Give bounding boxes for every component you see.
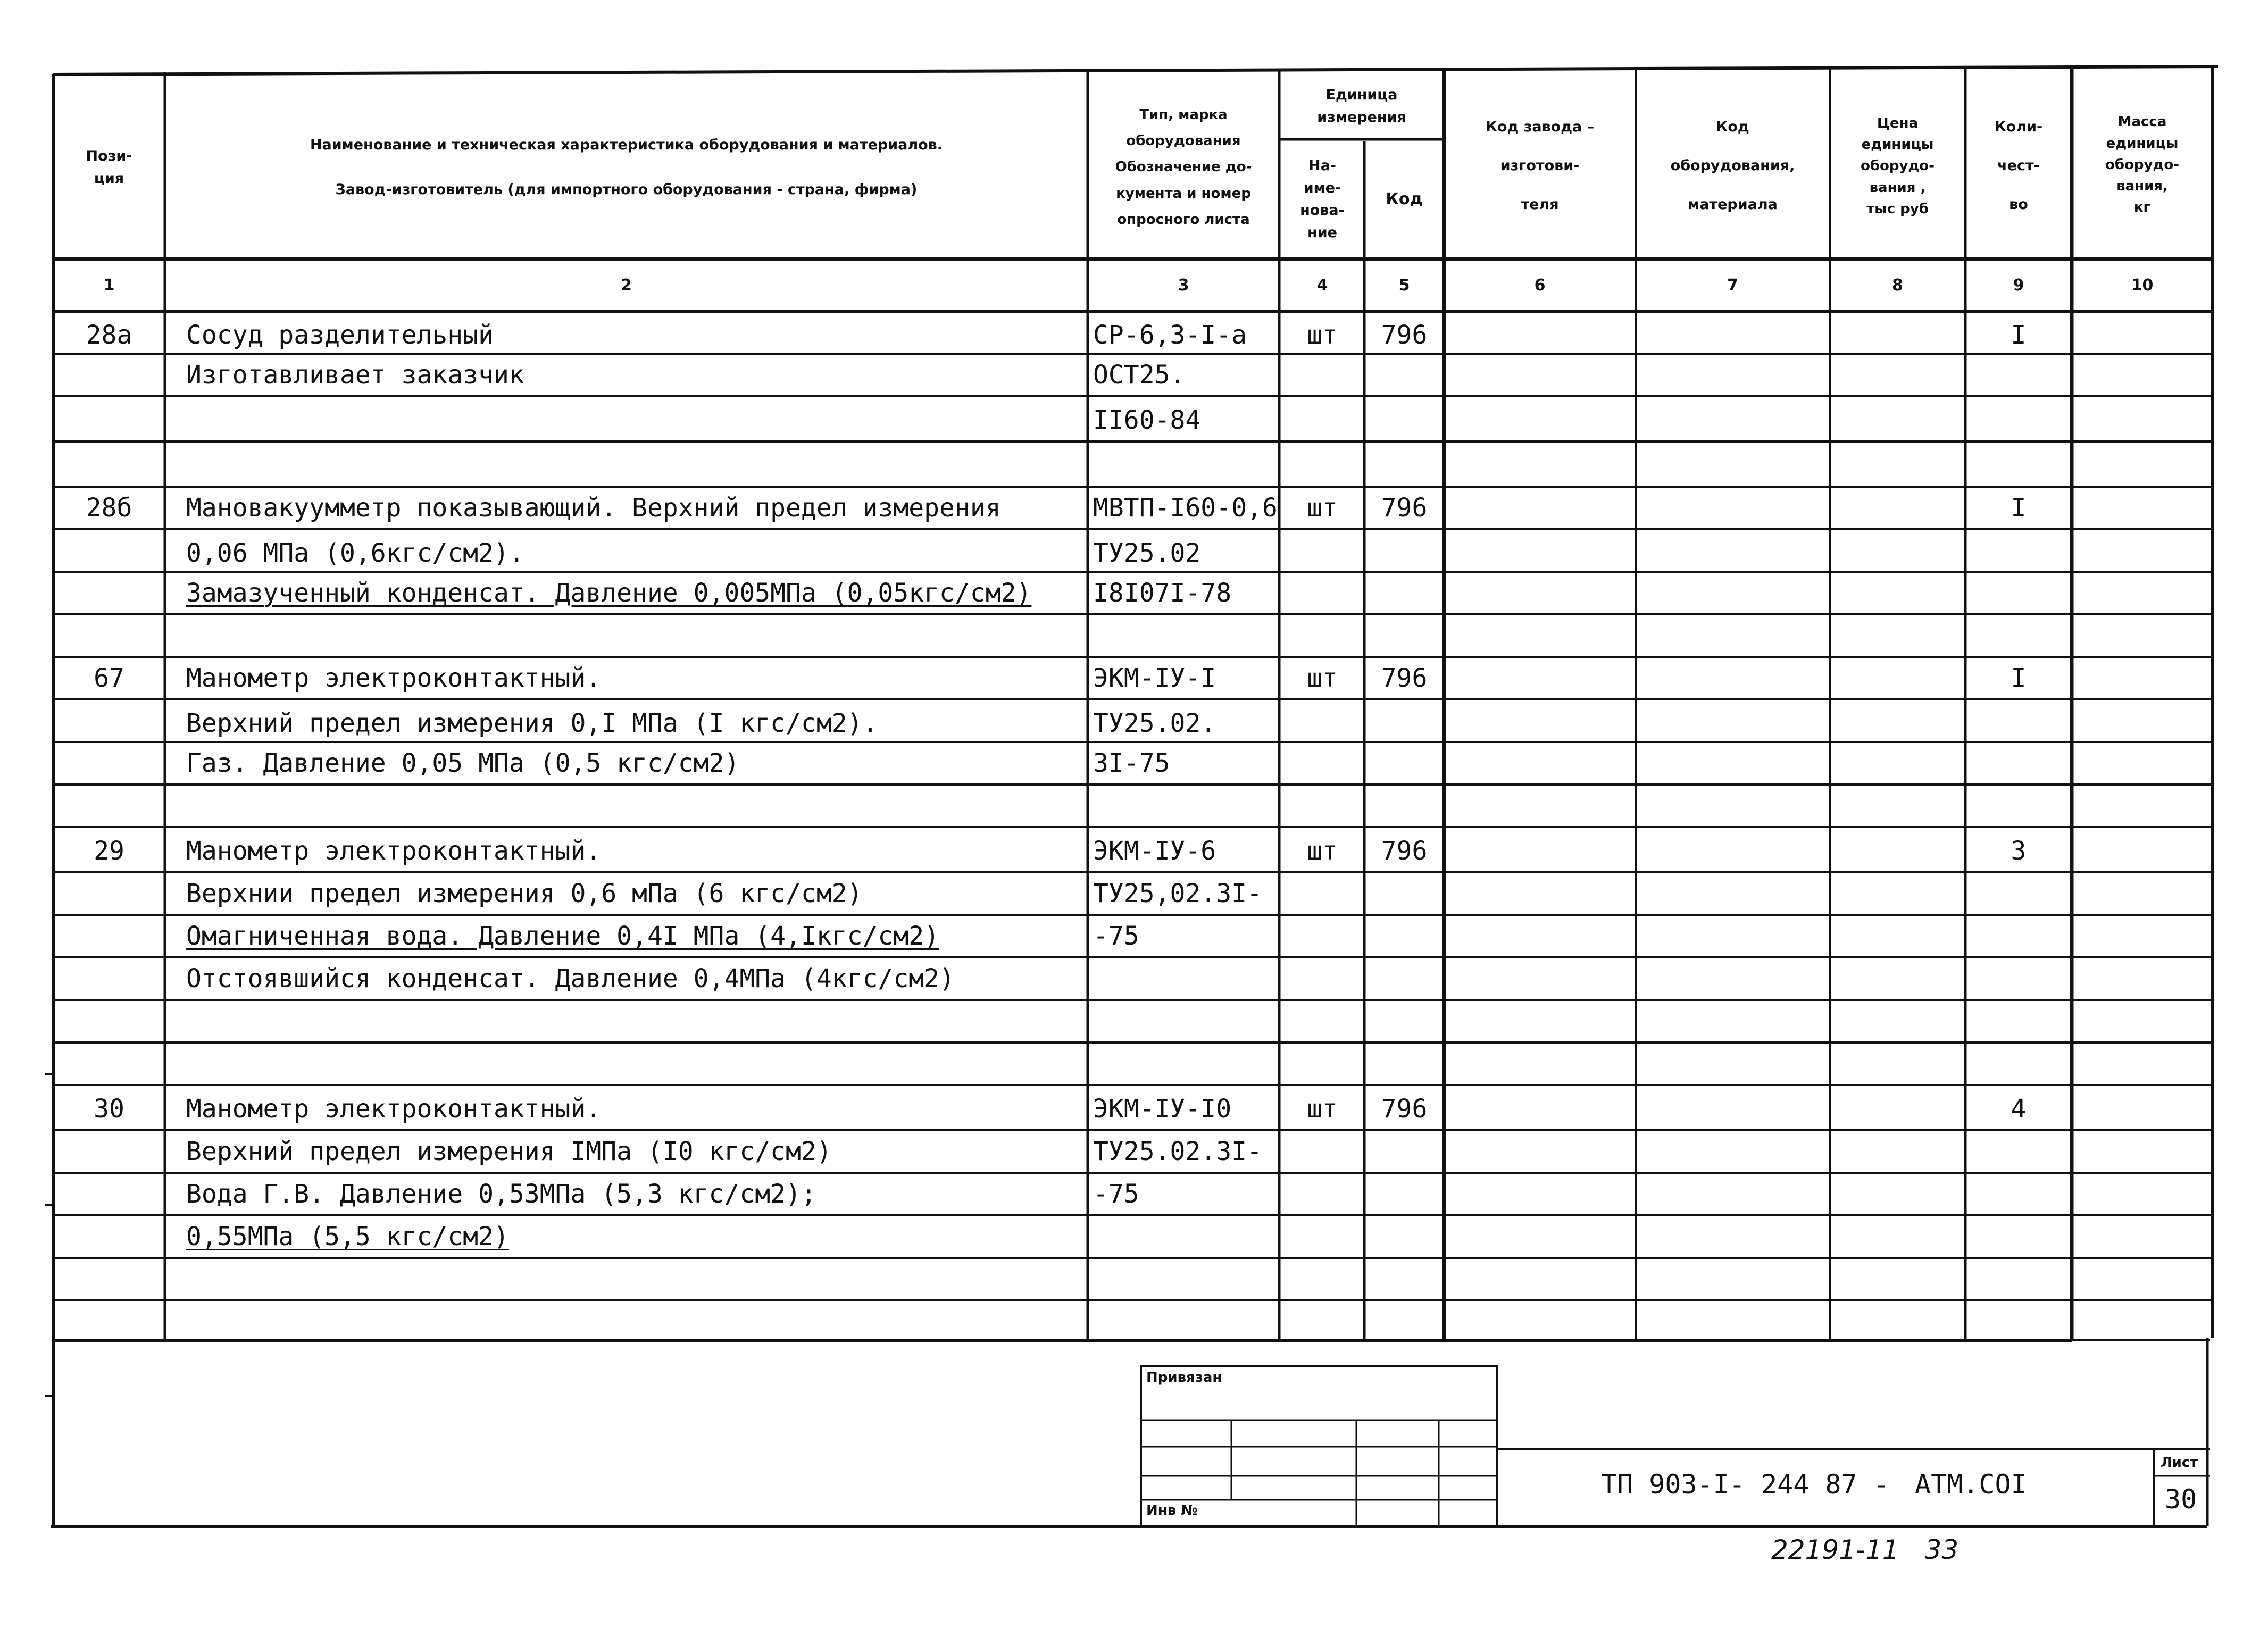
column-number: 3: [1178, 276, 1189, 295]
row-12-unit: [1282, 787, 1363, 824]
bound-label: Привязан: [1146, 1370, 1222, 1386]
row-4-type: [1093, 444, 1279, 481]
row-6-qty: [1968, 535, 2069, 572]
row-7-unit: [1282, 574, 1363, 612]
row-7-code: [1366, 574, 1442, 612]
row-12-qty: [1968, 787, 2069, 824]
row-14-qty: [1968, 875, 2069, 912]
row-14-type: ТУ25,02.3I-: [1093, 879, 1262, 908]
header-mass: Масса единицы оборудо- вания, кг: [2105, 114, 2180, 216]
row-11-type: 3I-75: [1093, 748, 1170, 778]
row-1-type: СР-6,3-I-а: [1093, 320, 1247, 350]
row-20-name: Верхний предел измерения IМПа (I0 кгс/см2): [186, 1137, 832, 1166]
row-9-qty: I: [2011, 663, 2027, 693]
row-2-pos: [56, 356, 162, 394]
row-10-unit: [1282, 705, 1363, 742]
row-10-qty: [1968, 705, 2069, 742]
row-8-name: [186, 617, 1085, 654]
row-21-name: Вода Г.В. Давление 0,53МПа (5,3 кгс/см2);: [186, 1179, 816, 1209]
row-1-name: Сосуд разделительный: [186, 320, 494, 350]
row-5-unit: шт: [1307, 493, 1338, 523]
archive-number: 22191-11 33: [1771, 1534, 1959, 1565]
document-number: ТП 903-I- 244 87 -: [1601, 1469, 1889, 1500]
row-10-code: [1366, 705, 1442, 742]
row-6-type: ТУ25.02: [1093, 538, 1201, 568]
row-13-name: Манометр электроконтактный.: [186, 836, 602, 866]
row-1-qty: I: [2011, 320, 2027, 350]
column-number: 8: [1892, 276, 1903, 295]
row-17-qty: [1968, 1003, 2069, 1040]
row-11-pos: [56, 745, 162, 782]
row-13-type: ЭКМ-IУ-6: [1093, 836, 1216, 866]
row-5-name: Мановакуумметр показывающий. Верхний предел измерения: [186, 493, 1001, 523]
sheet-label: Лист: [2161, 1455, 2198, 1471]
row-23-unit: [1282, 1261, 1363, 1298]
row-9-name: Манометр электроконтактный.: [186, 663, 602, 693]
row-19-type: ЭКМ-IУ-I0: [1093, 1094, 1232, 1124]
row-15-qty: [1968, 917, 2069, 955]
row-16-type: [1093, 960, 1279, 997]
header-type: Тип, марка оборудования Обозначение до- кумента и номер опросного листа: [1115, 106, 1252, 228]
row-5-type: МВТП-I60-0,6: [1093, 493, 1278, 523]
row-21-unit: [1282, 1175, 1363, 1213]
row-19-pos: 30: [94, 1094, 124, 1124]
row-14-code: [1366, 875, 1442, 912]
row-1-pos: 28а: [86, 320, 132, 350]
row-6-pos: [56, 535, 162, 572]
row-15-type: -75: [1093, 921, 1139, 951]
row-22-pos: [56, 1218, 162, 1255]
row-20-type: ТУ25.02.3I-: [1093, 1137, 1262, 1166]
row-23-code: [1366, 1261, 1442, 1298]
sheet-number: 30: [2165, 1484, 2197, 1515]
row-14-unit: [1282, 875, 1363, 912]
header-maker-code: Код завода – изготови- теля: [1485, 119, 1595, 213]
row-11-name: Газ. Давление 0,05 МПа (0,5 кгс/см2): [186, 748, 740, 778]
row-20-unit: [1282, 1133, 1363, 1170]
row-6-name: 0,06 МПа (0,6кгс/см2).: [186, 538, 524, 568]
row-15-name: Омагниченная вода. Давление 0,4I МПа (4,Iкгс/см2): [186, 921, 940, 951]
row-17-name: [186, 1003, 1085, 1040]
row-20-qty: [1968, 1133, 2069, 1170]
header-name: Наименование и техническая характеристика оборудования и материалов. Завод-изготовитель (для импортного оборудования - страна, фирма): [310, 137, 943, 198]
header-position: Пози- ция: [86, 148, 132, 187]
row-18-name: [186, 1048, 1085, 1085]
row-8-code: [1366, 617, 1442, 654]
row-15-pos: [56, 917, 162, 955]
column-number: 6: [1534, 276, 1546, 295]
row-3-name: [186, 402, 1085, 439]
row-23-qty: [1968, 1261, 2069, 1298]
row-22-qty: [1968, 1218, 2069, 1255]
row-6-unit: [1282, 535, 1363, 572]
row-10-name: Верхний предел измерения 0,I МПа (I кгс/см2).: [186, 708, 878, 738]
row-2-qty: [1968, 356, 2069, 394]
row-5-code: 796: [1381, 493, 1428, 523]
header-unit-name: На- име- нова- ние: [1300, 157, 1345, 241]
row-12-code: [1366, 787, 1442, 824]
row-12-pos: [56, 787, 162, 824]
row-4-code: [1366, 444, 1442, 481]
row-2-name: Изготавливает заказчик: [186, 360, 524, 390]
row-10-pos: [56, 705, 162, 742]
column-number: 10: [2131, 276, 2154, 295]
row-5-qty: I: [2011, 493, 2027, 523]
row-18-type: [1093, 1048, 1279, 1085]
header-price: Цена единицы оборудо- вания , тыс руб: [1860, 115, 1935, 217]
row-24-pos: [56, 1303, 162, 1340]
row-7-pos: [56, 574, 162, 612]
row-20-pos: [56, 1133, 162, 1170]
row-15-code: [1366, 917, 1442, 955]
column-number: 2: [621, 276, 632, 295]
column-number: 9: [2013, 276, 2024, 295]
row-11-unit: [1282, 745, 1363, 782]
row-16-pos: [56, 960, 162, 997]
row-18-pos: [56, 1048, 162, 1085]
row-9-code: 796: [1381, 663, 1428, 693]
row-4-name: [186, 444, 1085, 481]
row-17-code: [1366, 1003, 1442, 1040]
row-3-type: II60-84: [1093, 405, 1201, 435]
row-2-unit: [1282, 356, 1363, 394]
row-21-pos: [56, 1175, 162, 1213]
row-16-code: [1366, 960, 1442, 997]
column-number: 4: [1316, 276, 1328, 295]
row-24-qty: [1968, 1303, 2069, 1340]
row-19-unit: шт: [1307, 1094, 1338, 1124]
row-3-code: [1366, 402, 1442, 439]
row-19-code: 796: [1381, 1094, 1428, 1124]
row-12-type: [1093, 787, 1279, 824]
row-9-pos: 67: [94, 663, 124, 693]
row-19-name: Манометр электроконтактный.: [186, 1094, 602, 1124]
row-7-qty: [1968, 574, 2069, 612]
row-8-qty: [1968, 617, 2069, 654]
row-9-type: ЭКМ-IУ-I: [1093, 663, 1216, 693]
row-18-code: [1366, 1048, 1442, 1085]
row-18-unit: [1282, 1048, 1363, 1085]
header-quantity: Коли- чест- во: [1994, 119, 2043, 213]
row-24-code: [1366, 1303, 1442, 1340]
row-4-pos: [56, 444, 162, 481]
row-3-unit: [1282, 402, 1363, 439]
row-1-unit: шт: [1307, 320, 1338, 350]
row-11-qty: [1968, 745, 2069, 782]
row-21-type: -75: [1093, 1179, 1139, 1209]
document-code: АТМ.СОI: [1915, 1469, 2027, 1500]
row-24-unit: [1282, 1303, 1363, 1340]
row-19-qty: 4: [2011, 1094, 2027, 1124]
row-23-type: [1093, 1261, 1279, 1298]
row-3-qty: [1968, 402, 2069, 439]
row-1-code: 796: [1381, 320, 1428, 350]
row-13-pos: 29: [94, 836, 124, 866]
row-21-qty: [1968, 1175, 2069, 1213]
row-6-code: [1366, 535, 1442, 572]
row-10-type: ТУ25.02.: [1093, 708, 1216, 738]
row-13-unit: шт: [1307, 836, 1338, 866]
row-14-name: Верхнии предел измерения 0,6 мПа (6 кгс/см2): [186, 879, 863, 908]
row-16-name: Отстоявшийся конденсат. Давление 0,4МПа (4кгс/см2): [186, 964, 955, 994]
row-2-code: [1366, 356, 1442, 394]
row-13-qty: 3: [2011, 836, 2027, 866]
row-4-unit: [1282, 444, 1363, 481]
row-7-type: I8I07I-78: [1093, 578, 1232, 608]
header-unit-group: Единица измерения: [1317, 87, 1406, 126]
row-2-type: ОСТ25.: [1093, 360, 1186, 390]
row-8-type: [1093, 617, 1279, 654]
row-20-code: [1366, 1133, 1442, 1170]
row-13-code: 796: [1381, 836, 1428, 866]
row-7-name: Замазученный конденсат. Давление 0,005МПа (0,05кгс/см2): [186, 578, 1032, 608]
row-9-unit: шт: [1307, 663, 1338, 693]
row-18-qty: [1968, 1048, 2069, 1085]
row-15-unit: [1282, 917, 1363, 955]
row-22-type: [1093, 1218, 1279, 1255]
row-3-pos: [56, 402, 162, 439]
row-17-unit: [1282, 1003, 1363, 1040]
row-8-unit: [1282, 617, 1363, 654]
row-16-unit: [1282, 960, 1363, 997]
row-23-name: [186, 1261, 1085, 1298]
column-number: 7: [1727, 276, 1738, 295]
row-8-pos: [56, 617, 162, 654]
row-22-code: [1366, 1218, 1442, 1255]
row-22-name: 0,55МПа (5,5 кгс/см2): [186, 1222, 509, 1251]
column-number: 1: [103, 276, 115, 295]
row-12-name: [186, 787, 1085, 824]
row-24-type: [1093, 1303, 1279, 1340]
row-5-pos: 28б: [86, 493, 132, 523]
row-24-name: [186, 1303, 1085, 1340]
row-17-pos: [56, 1003, 162, 1040]
row-17-type: [1093, 1003, 1279, 1040]
row-23-pos: [56, 1261, 162, 1298]
header-unit-code: Код: [1386, 189, 1423, 208]
inventory-number-label: Инв №: [1146, 1503, 1198, 1518]
column-number: 5: [1398, 276, 1410, 295]
row-16-qty: [1968, 960, 2069, 997]
header-equipment-code: Код оборудования, материала: [1670, 119, 1795, 213]
row-14-pos: [56, 875, 162, 912]
row-21-code: [1366, 1175, 1442, 1213]
row-11-code: [1366, 745, 1442, 782]
row-4-qty: [1968, 444, 2069, 481]
row-22-unit: [1282, 1218, 1363, 1255]
